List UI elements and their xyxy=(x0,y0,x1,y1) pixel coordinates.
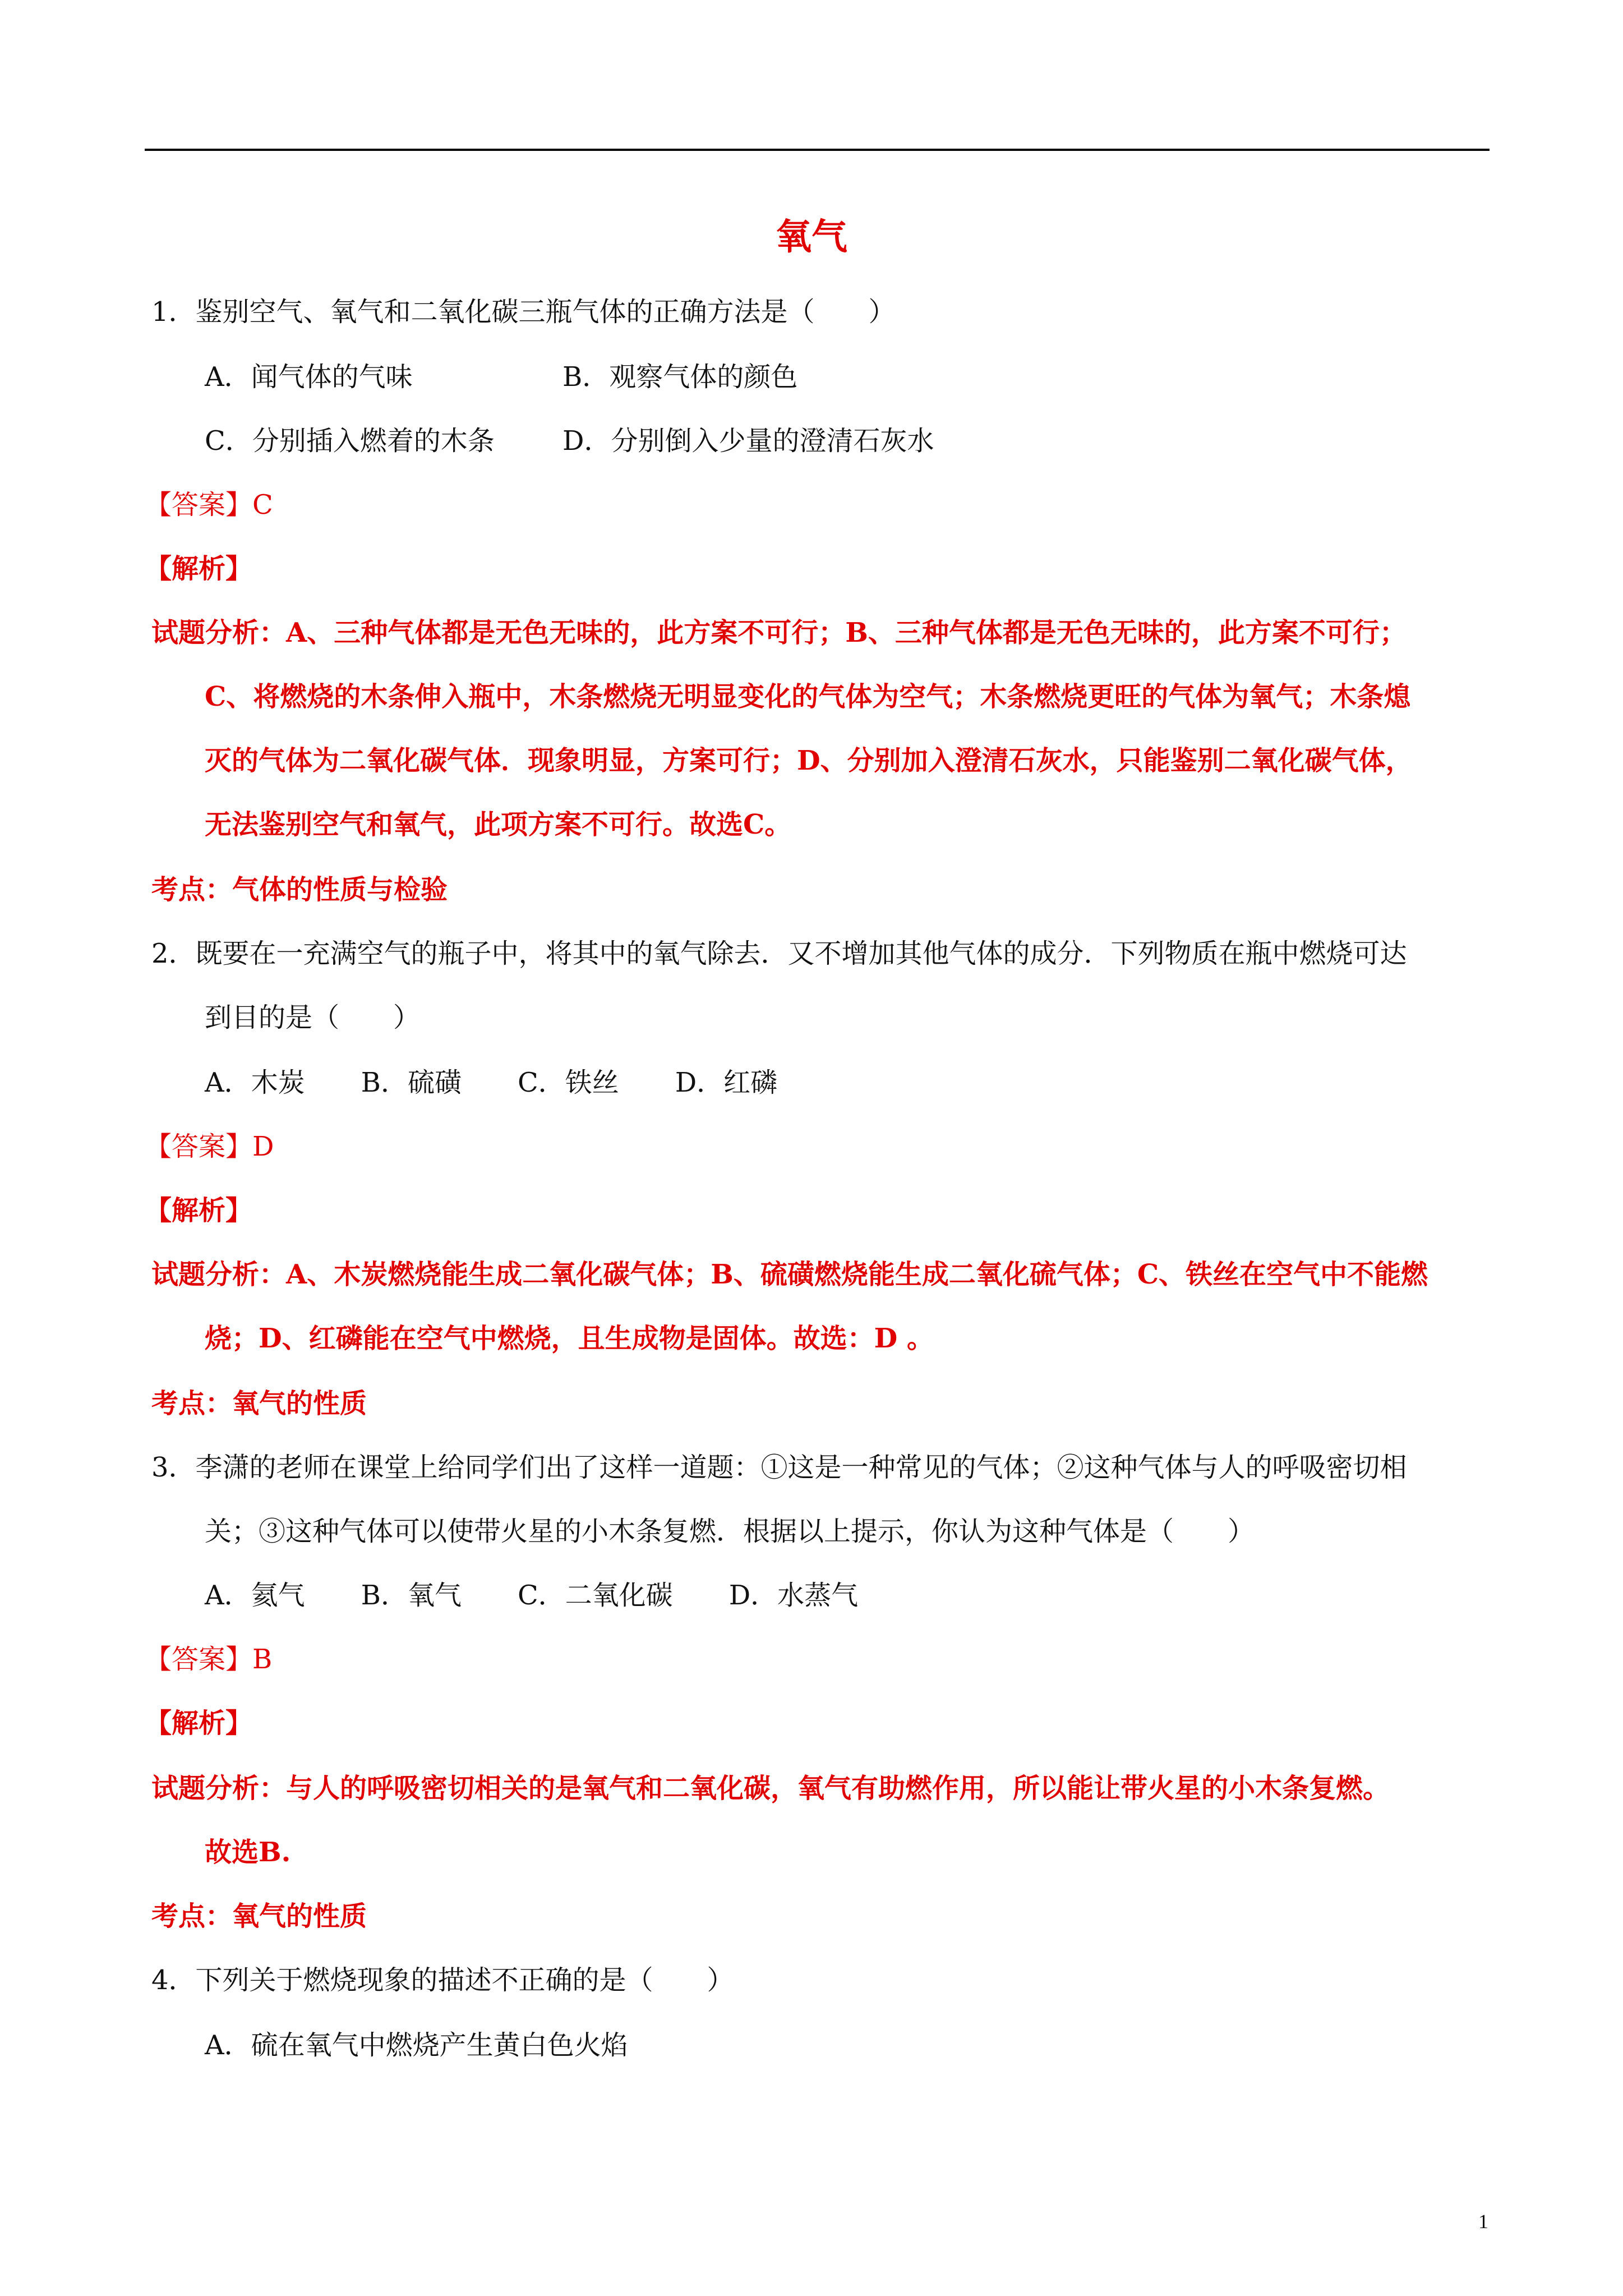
knowledge-point: 考点：气体的性质与检验 xyxy=(151,874,448,905)
analysis-text: 灭的气体为二氧化碳气体．现象明显，方案可行；D、分别加入澄清石灰水，只能鉴别二氧化碳气体， xyxy=(205,745,1413,776)
option-d: D．红磷 xyxy=(675,1067,778,1098)
question-stem: 关；③这种气体可以使带火星的小木条复燃．根据以上提示，你认为这种气体是（ ） xyxy=(205,1516,1255,1547)
option-c: C．二氧化碳 xyxy=(517,1580,673,1611)
page-title: 氧气 xyxy=(776,216,847,258)
question-stem: 到目的是（ ） xyxy=(205,1002,421,1033)
option-b: B．观察气体的颜色 xyxy=(562,361,798,393)
question-stem: 4．下列关于燃烧现象的描述不正确的是（ ） xyxy=(151,1964,734,1996)
option-a: A．硫在氧气中燃烧产生黄白色火焰 xyxy=(205,2030,628,2061)
analysis-text: 无法鉴别空气和氧气，此项方案不可行。故选C。 xyxy=(205,809,792,840)
analysis-text: 试题分析：与人的呼吸密切相关的是氧气和二氧化碳，氧气有助燃作用，所以能让带火星的小木条复燃。 xyxy=(151,1773,1390,1804)
answer-label: 【答案】D xyxy=(145,1131,274,1162)
analysis-label: 【解析】 xyxy=(145,1708,253,1739)
option-d: D．水蒸气 xyxy=(728,1580,859,1611)
header-rule xyxy=(145,149,1490,151)
option-d: D．分别倒入少量的澄清石灰水 xyxy=(562,425,934,457)
analysis-label: 【解析】 xyxy=(145,553,253,585)
option-b: B．氧气 xyxy=(361,1580,462,1611)
page-number: 1 xyxy=(1478,2210,1488,2233)
options-row xyxy=(205,1062,777,1103)
answer-label: 【答案】B xyxy=(145,1644,273,1675)
option-c: C．分别插入燃着的木条 xyxy=(205,425,495,457)
question-stem: 2．既要在一充满空气的瓶子中，将其中的氧气除去．又不增加其他气体的成分．下列物质在瓶中燃烧可达 xyxy=(151,938,1407,969)
option-b: B．硫磺 xyxy=(361,1067,462,1098)
answer-label: 【答案】C xyxy=(145,489,273,521)
option-a: A．木炭 xyxy=(205,1067,305,1098)
options-row xyxy=(205,1575,858,1616)
analysis-text: C、将燃烧的木条伸入瓶中，木条燃烧无明显变化的气体为空气；木条燃烧更旺的气体为氧气；木条熄 xyxy=(205,681,1411,712)
knowledge-point: 考点：氧气的性质 xyxy=(151,1388,367,1419)
analysis-label: 【解析】 xyxy=(145,1195,253,1226)
option-c: C．铁丝 xyxy=(517,1067,619,1098)
analysis-text: 烧；D、红磷能在空气中燃烧，且生成物是固体。故选：D 。 xyxy=(205,1323,934,1354)
analysis-text: 试题分析：A、木炭燃烧能生成二氧化碳气体；B、硫磺燃烧能生成二氧化硫气体；C、铁丝在空气中不能燃 xyxy=(151,1259,1428,1290)
analysis-text: 故选B. xyxy=(205,1837,291,1868)
option-a: A．闻气体的气味 xyxy=(205,361,413,393)
knowledge-point: 考点：氧气的性质 xyxy=(151,1901,367,1932)
question-stem: 3．李潇的老师在课堂上给同学们出了这样一道题：①这是一种常见的气体；②这种气体与人的呼吸密切相 xyxy=(151,1452,1407,1483)
analysis-text: 试题分析：A、三种气体都是无色无味的，此方案不可行；B、三种气体都是无色无味的，此方案不可行； xyxy=(151,617,1407,648)
option-a: A．氦气 xyxy=(205,1580,305,1611)
question-stem: 1．鉴别空气、氧气和二氧化碳三瓶气体的正确方法是（ ） xyxy=(151,296,896,328)
